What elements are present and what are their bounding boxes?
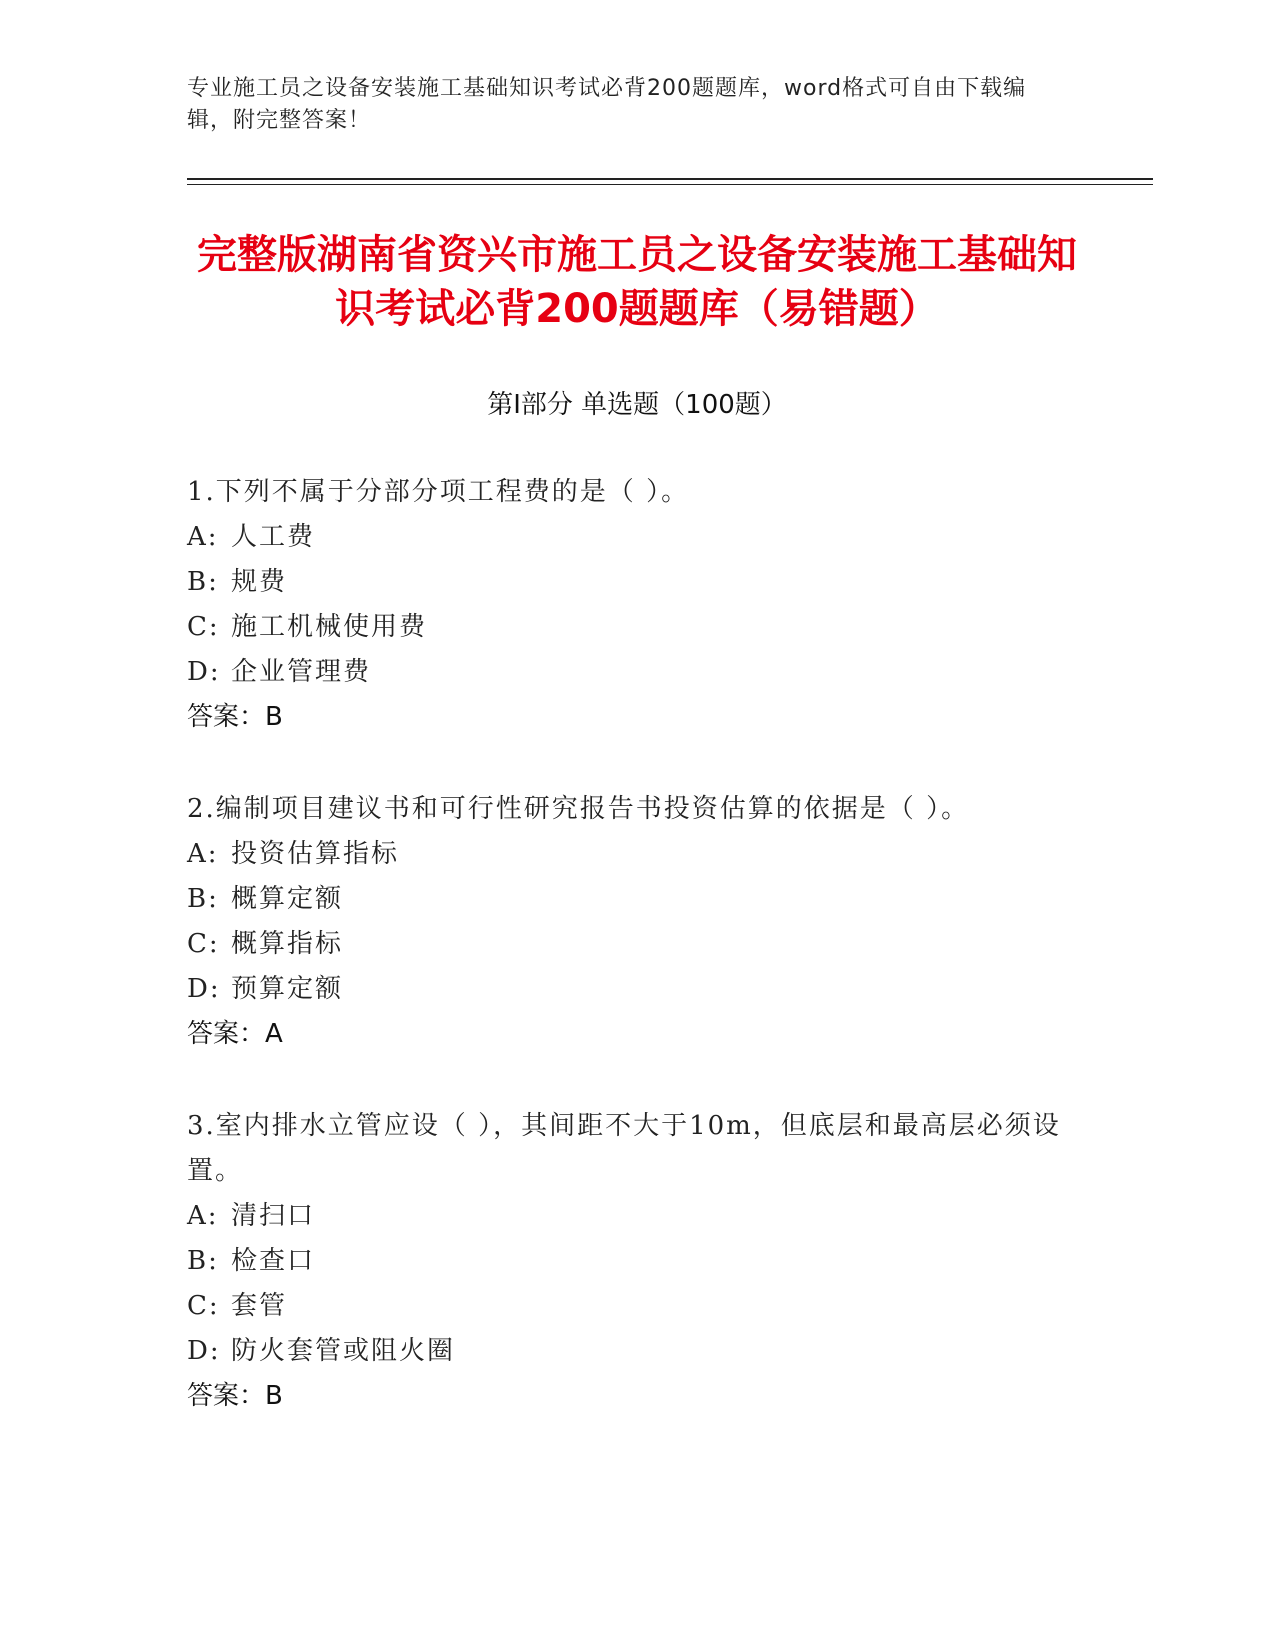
option-a [187, 515, 1067, 560]
option-c [187, 1284, 1067, 1329]
option-text: 套管 [231, 1291, 288, 1321]
answer: 答案：B [187, 702, 283, 732]
option-key: A: [187, 839, 219, 869]
option-text: 人工费 [231, 522, 316, 552]
option-key: B: [187, 1246, 219, 1276]
option-key: B: [187, 884, 219, 914]
header-note: 专业施工员之设备安装施工基础知识考试必背200题题库，word格式可自由下载编辑，附完整答案！ [187, 76, 1027, 133]
section-title: 第Ⅰ部分 单选题（100题） [487, 390, 787, 420]
option-d [187, 1329, 1067, 1374]
option-key: C: [187, 612, 220, 642]
option-b [187, 877, 1067, 922]
question-3 [187, 1104, 1067, 1419]
question-2 [187, 787, 1067, 1057]
question-stem: 1.下列不属于分部分项工程费的是（ ）。 [187, 477, 690, 507]
option-text: 预算定额 [231, 974, 344, 1004]
option-text: 检查口 [231, 1246, 316, 1276]
option-key: D: [187, 1336, 221, 1366]
option-text: 概算定额 [231, 884, 344, 914]
option-key: C: [187, 929, 220, 959]
option-key: A: [187, 522, 219, 552]
option-text: 投资估算指标 [231, 839, 400, 869]
option-b [187, 1239, 1067, 1284]
option-b [187, 560, 1067, 605]
answer: 答案：A [187, 1019, 283, 1049]
option-key: A: [187, 1201, 219, 1231]
question-1 [187, 470, 1067, 740]
option-d [187, 650, 1067, 695]
option-key: D: [187, 657, 221, 687]
option-key: B: [187, 567, 219, 597]
header-divider-thick [187, 178, 1153, 180]
answer: 答案：B [187, 1381, 283, 1411]
document-title: 完整版湖南省资兴市施工员之设备安装施工基础知识考试必背200题题库（易错题） [197, 232, 1077, 332]
option-text: 概算指标 [231, 929, 344, 959]
question-stem: 2.编制项目建议书和可行性研究报告书投资估算的依据是（ ）。 [187, 794, 970, 824]
option-text: 防火套管或阻火圈 [231, 1336, 456, 1366]
option-c [187, 922, 1067, 967]
option-text: 规费 [231, 567, 288, 597]
option-text: 清扫口 [231, 1201, 316, 1231]
option-text: 施工机械使用费 [231, 612, 428, 642]
option-d [187, 967, 1067, 1012]
option-a [187, 1194, 1067, 1239]
question-stem: 3.室内排水立管应设（ ），其间距不大于10m，但底层和最高层必须设置。 [187, 1111, 1061, 1186]
option-key: D: [187, 974, 221, 1004]
header-divider-thin [187, 184, 1153, 185]
option-text: 企业管理费 [231, 657, 372, 687]
option-c [187, 605, 1067, 650]
option-key: C: [187, 1291, 220, 1321]
option-a [187, 832, 1067, 877]
